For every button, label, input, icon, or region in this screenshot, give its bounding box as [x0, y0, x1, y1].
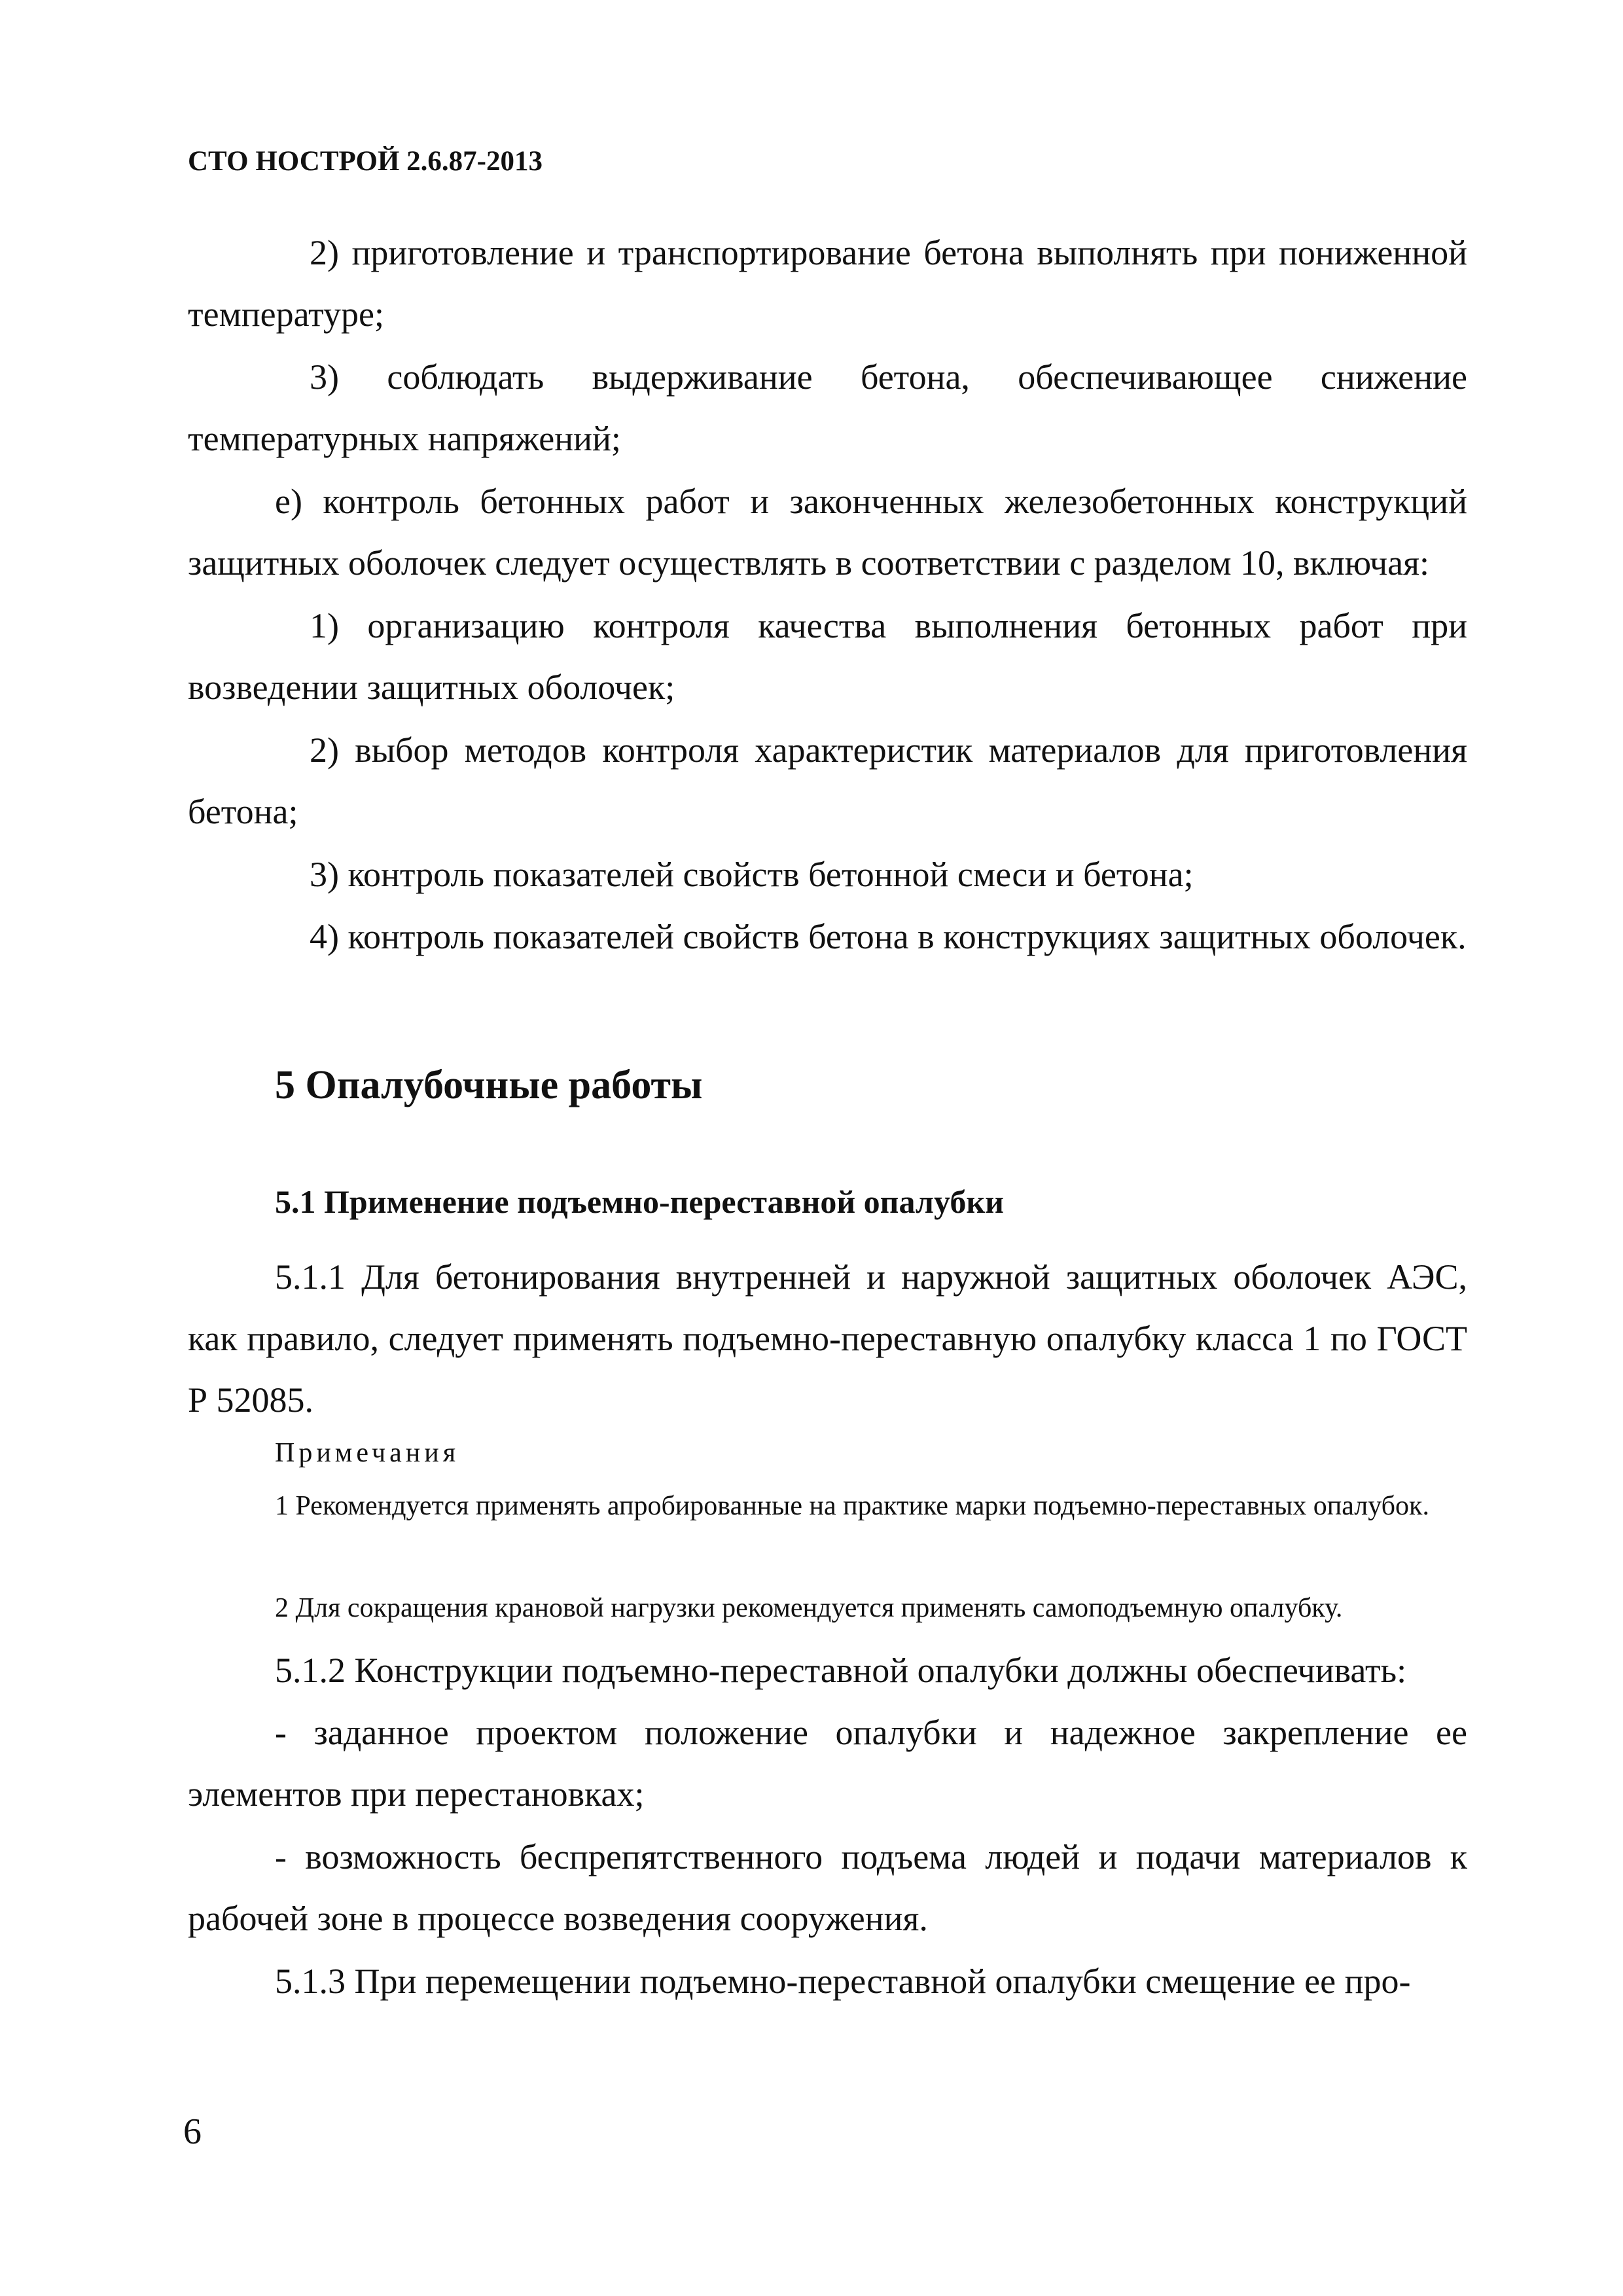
body-paragraph: 5.1.1 Для бетонирования внутренней и наружной защитных оболочек АЭС, как правило, следует применять подъемно-переставную опалубку класса 1 по ГОСТ Р 52085.	[188, 1257, 1467, 1420]
list-item-paragraph: 4) контроль показателей свойств бетона в конструкциях защитных оболочек.	[310, 917, 1467, 956]
list-item-paragraph: е) контроль бетонных работ и законченных железобетонных конструкций защитных оболочек следует осуществлять в соответствии с разделом 10, включая:	[188, 482, 1467, 583]
list-item-paragraph: 2) выбор методов контроля характеристик материалов для приготовления бетона;	[188, 730, 1467, 831]
notes-title: Примечания	[275, 1438, 460, 1468]
body-paragraph: - возможность беспрепятственного подъема людей и подачи материалов к рабочей зоне в процессе возведения сооружения.	[188, 1837, 1467, 1938]
body-paragraph: 5.1.3 При перемещении подъемно-переставной опалубки смещение ее про-	[275, 1962, 1411, 2001]
list-item-paragraph: 3) контроль показателей свойств бетонной смеси и бетона;	[310, 855, 1194, 894]
body-paragraph: - заданное проектом положение опалубки и надежное закрепление ее элементов при перестановках;	[188, 1713, 1467, 1814]
list-item-paragraph: 2) приготовление и транспортирование бетона выполнять при пониженной температуре;	[188, 233, 1467, 334]
note-item: 2 Для сокращения крановой нагрузки рекомендуется применять самоподъемную опалубку.	[275, 1593, 1343, 1623]
list-item-paragraph: 3) соблюдать выдерживание бетона, обеспечивающее снижение температурных напряжений;	[188, 357, 1467, 458]
section-title: 5 Опалубочные работы	[275, 1063, 703, 1107]
body-paragraph: 5.1.2 Конструкции подъемно-переставной опалубки должны обеспечивать:	[275, 1651, 1407, 1690]
subsection-title: 5.1 Применение подъемно-переставной опалубки	[275, 1183, 1004, 1220]
list-item-paragraph: 1) организацию контроля качества выполнения бетонных работ при возведении защитных оболочек;	[188, 606, 1467, 707]
page-number: 6	[183, 2111, 202, 2152]
note-item: 1 Рекомендуется применять апробированные на практике марки подъемно-переставных опалубок.	[275, 1491, 1429, 1521]
document-code-header: СТО НОСТРОЙ 2.6.87-2013	[188, 146, 543, 177]
